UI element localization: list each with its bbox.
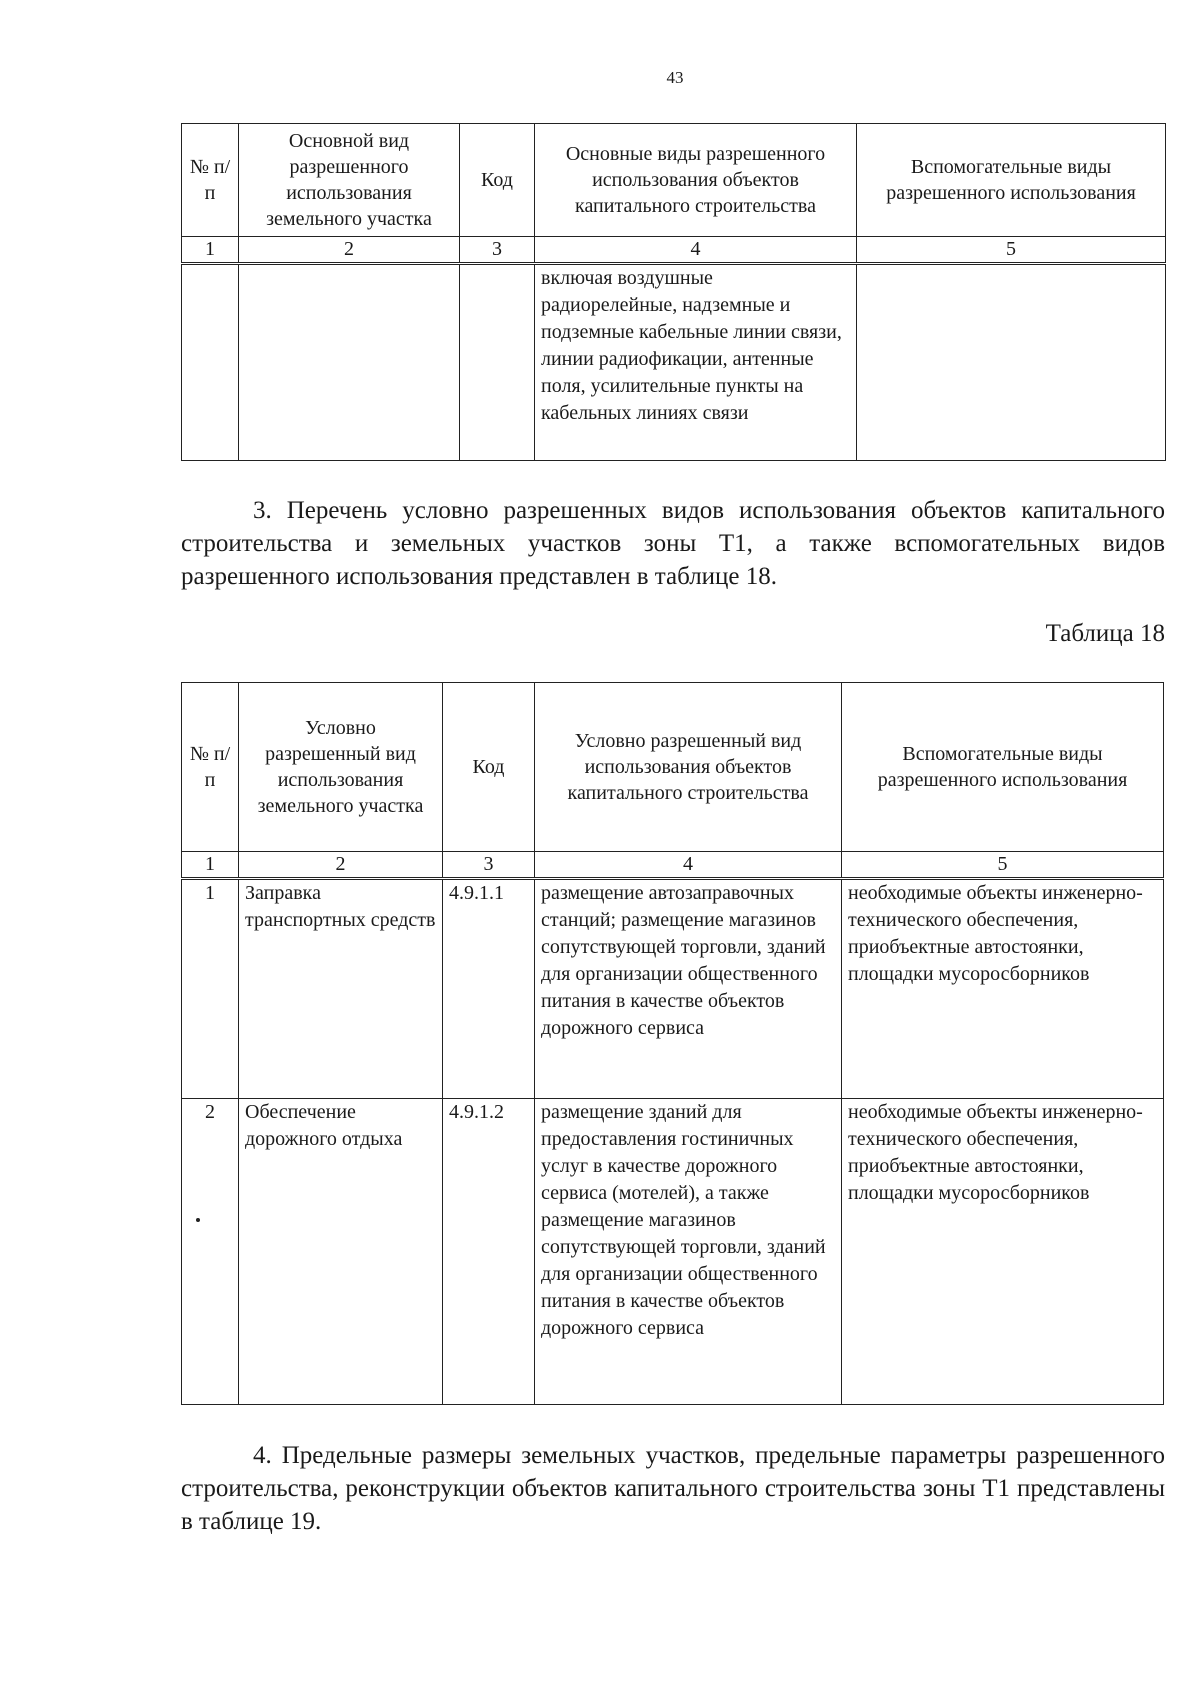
column-number: 4 bbox=[535, 237, 857, 264]
header-aux-use: Вспомогательные виды разрешенного использования bbox=[842, 683, 1164, 852]
row-capital-use: включая воздушные радиорелейные, надземные и подземные кабельные линии связи, линии радиофикации, антенные поля, усилительные пункты на кабельных линиях связи bbox=[535, 264, 857, 461]
row-code: 4.9.1.1 bbox=[443, 879, 535, 1099]
paragraph-4: 4. Предельные размеры земельных участков, предельные параметры разрешенного строительства, реконструкции объектов капитального строительства зоны Т1 представлены в таблице 19. bbox=[181, 1442, 1165, 1535]
row-num bbox=[182, 264, 239, 461]
column-number: 5 bbox=[857, 237, 1166, 264]
table-row bbox=[182, 264, 1166, 461]
header-main-land-use: Основной вид разрешенного использования земельного участка bbox=[239, 124, 460, 237]
table-17-continued bbox=[181, 123, 1166, 461]
row-land-use: Обеспечение дорожного отдыха bbox=[239, 1099, 443, 1405]
header-conditional-land-use: Условно разрешенный вид использования земельного участка bbox=[239, 683, 443, 852]
table-row bbox=[182, 879, 1164, 1099]
table-17-header-row bbox=[182, 124, 1166, 237]
header-code: Код bbox=[460, 124, 535, 237]
header-num: № п/п bbox=[182, 683, 239, 852]
row-code bbox=[460, 264, 535, 461]
column-number: 4 bbox=[535, 852, 842, 879]
table-18-column-numbers bbox=[182, 852, 1164, 879]
row-code: 4.9.1.2 bbox=[443, 1099, 535, 1405]
row-land-use: Заправка транспортных средств bbox=[239, 879, 443, 1099]
column-number: 3 bbox=[443, 852, 535, 879]
header-conditional-capital-use: Условно разрешенный вид использования объектов капитального строительства bbox=[535, 683, 842, 852]
row-aux-use: необходимые объекты инженерно-технического обеспечения, приобъектные автостоянки, площадки мусоросборников bbox=[842, 879, 1164, 1099]
column-number: 1 bbox=[182, 852, 239, 879]
row-aux-use: необходимые объекты инженерно-технического обеспечения, приобъектные автостоянки, площадки мусоросборников bbox=[842, 1099, 1164, 1405]
column-number: 1 bbox=[182, 237, 239, 264]
table-18-header-row bbox=[182, 683, 1164, 852]
header-num: № п/п bbox=[182, 124, 239, 237]
row-aux-use bbox=[857, 264, 1166, 461]
page-number: 43 bbox=[666, 68, 684, 87]
paragraph-3: 3. Перечень условно разрешенных видов использования объектов капитального строительства и земельных участков зоны Т1, а также вспомогательных видов разрешенного использования представлен в таблице 18. bbox=[181, 497, 1165, 590]
table-18-caption: Таблица 18 bbox=[1045, 620, 1165, 647]
header-code: Код bbox=[443, 683, 535, 852]
row-capital-use: размещение автозаправочных станций; размещение магазинов сопутствующей торговли, зданий для организации общественного питания в качестве объектов дорожного сервиса bbox=[535, 879, 842, 1099]
row-capital-use: размещение зданий для предоставления гостиничных услуг в качестве дорожного сервиса (мотелей), а также размещение магазинов сопутствующей торговли, зданий для организации общественного питания в качестве объектов дорожного сервиса bbox=[535, 1099, 842, 1405]
row-num: 2 bbox=[182, 1099, 239, 1405]
column-number: 3 bbox=[460, 237, 535, 264]
row-land-use bbox=[239, 264, 460, 461]
header-main-capital-use: Основные виды разрешенного использования объектов капитального строительства bbox=[535, 124, 857, 237]
scan-speck bbox=[196, 1218, 200, 1222]
table-row bbox=[182, 1099, 1164, 1405]
header-aux-use: Вспомогательные виды разрешенного использования bbox=[857, 124, 1166, 237]
row-num: 1 bbox=[182, 879, 239, 1099]
column-number: 2 bbox=[239, 852, 443, 879]
table-17-column-numbers bbox=[182, 237, 1166, 264]
column-number: 5 bbox=[842, 852, 1164, 879]
column-number: 2 bbox=[239, 237, 460, 264]
table-18 bbox=[181, 682, 1164, 1405]
